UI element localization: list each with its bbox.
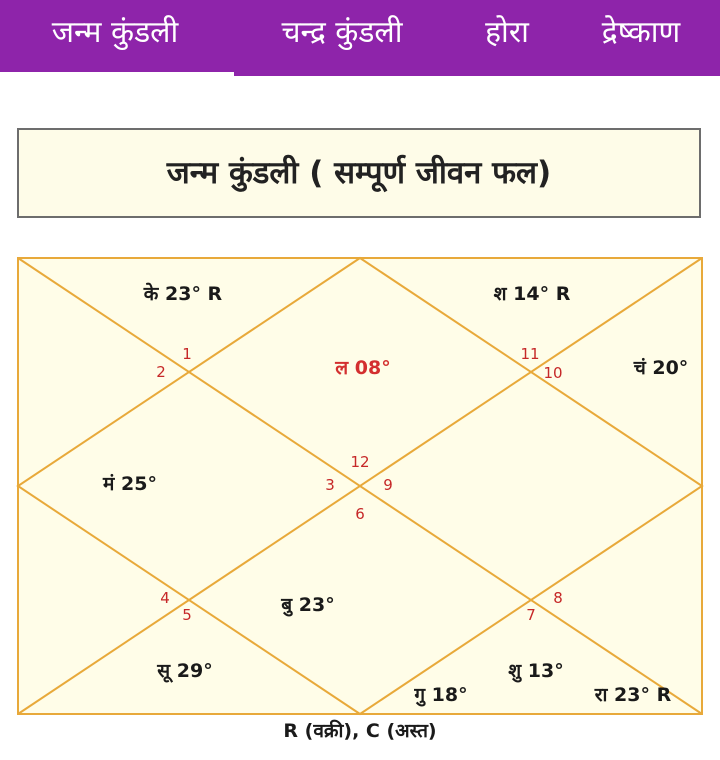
house-number: 12 [350,453,370,471]
house-number: 11 [520,345,540,363]
tab-dreshkana[interactable]: द्रेष्काण [601,15,681,50]
house-number: 5 [182,606,192,624]
tab-chandra-kundli[interactable]: चन्द्र कुंडली [281,15,403,50]
planet-label: श 14° R [493,283,571,305]
page-title: जन्म कुंडली ( सम्पूर्ण जीवन फल) [166,155,552,191]
planet-label: सू 29° [157,660,213,682]
house-number: 10 [543,364,563,382]
house-number: 9 [383,476,393,494]
legend-note: R (वक्री), C (अस्त) [283,720,437,742]
tab-janm-kundli[interactable]: जन्म कुंडली [51,15,179,50]
house-number: 2 [156,363,166,381]
lagna-label: ल 08° [335,357,391,379]
planet-label: चं 20° [633,357,689,379]
planet-label: गु 18° [414,684,468,706]
house-number: 1 [182,345,192,363]
house-number: 6 [355,505,365,523]
planet-label: रा 23° R [594,684,672,706]
planet-label: मं 25° [103,473,157,495]
planet-label: बु 23° [281,594,335,616]
tab-hora[interactable]: होरा [485,15,529,50]
house-number: 8 [553,589,563,607]
planet-label: के 23° R [143,283,223,305]
house-number: 3 [325,476,335,494]
house-number: 4 [160,589,170,607]
house-number: 7 [526,606,536,624]
planet-label: शु 13° [508,660,564,682]
